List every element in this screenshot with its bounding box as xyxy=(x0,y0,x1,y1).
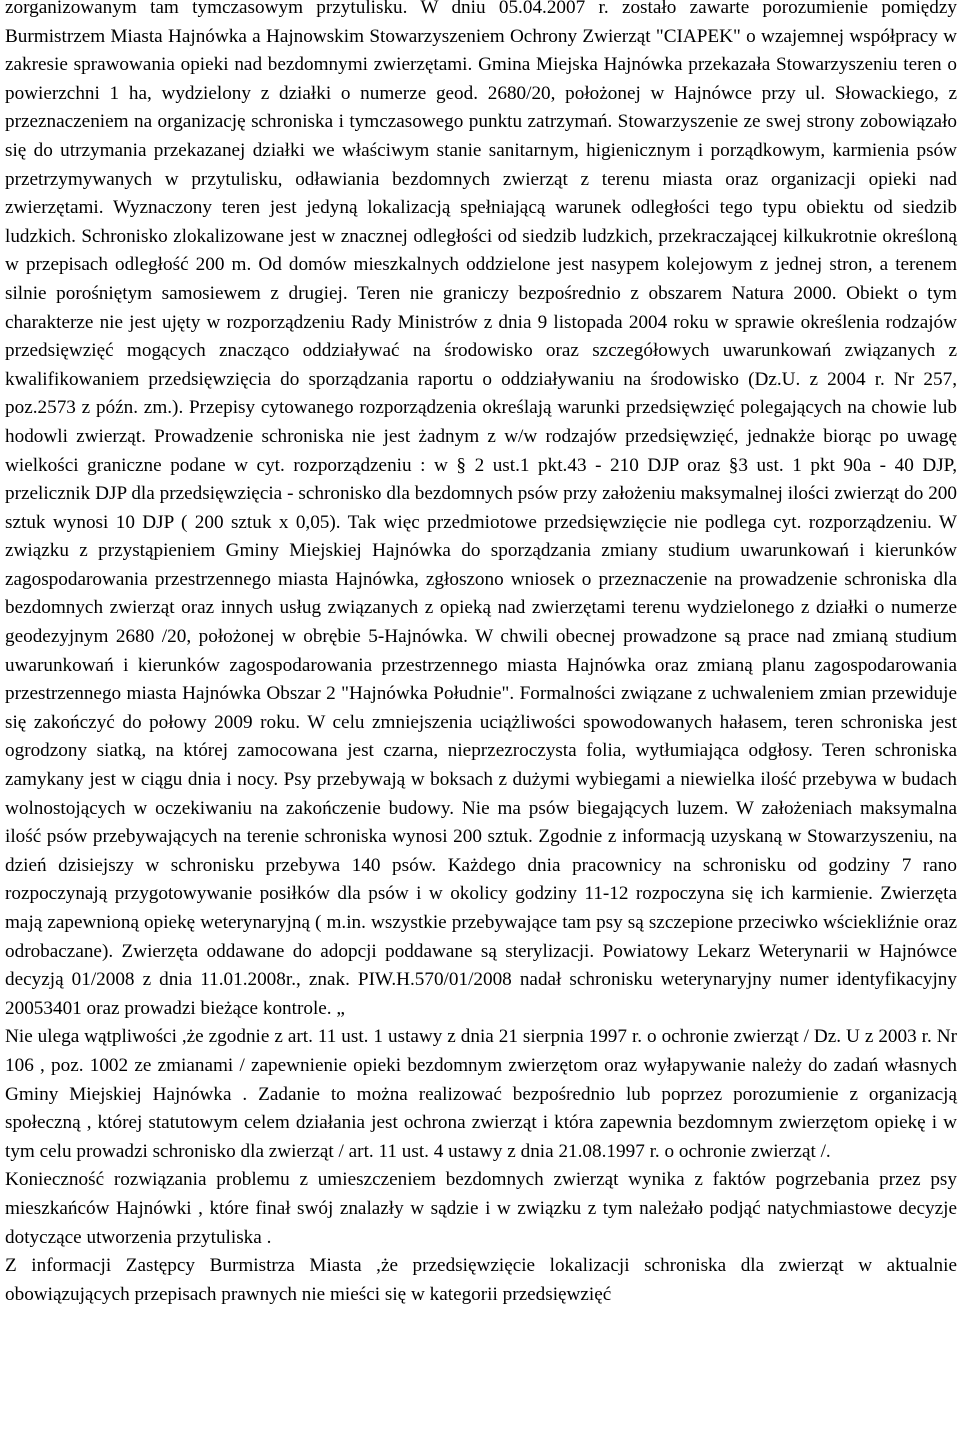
paragraph-deputy-mayor-info: Z informacji Zastępcy Burmistrza Miasta ,że przedsięwzięcie lokalizacji schroniska dla zwierząt w aktualnie obowiązujących przepisach prawnych nie mieści się w kategorii przedsięwzięć xyxy=(5,1255,957,1305)
paragraph-problem-necessity: Konieczność rozwiązania problemu z umieszczeniem bezdomnych zwierząt wynika z faktów pogrzebania przez psy mieszkańców Hajnówki , które finał swój znalazły w sądzie i w związku z tym należało podjąć natychmiastowe decyzje dotyczące utworzenia przytuliska . xyxy=(5,1169,957,1248)
paragraph-legal-obligation: Nie ulega wątpliwości ,że zgodnie z art. 11 ust. 1 ustawy z dnia 21 sierpnia 1997 r. o ochronie zwierząt / Dz. U z 2003 r. Nr 106 , poz. 1002 ze zmianami / zapewnienie opieki bezdomnym zwierzętom oraz wyłapywanie należy do zadań własnych Gminy Miejskiej Hajnówka . Zadanie to można realizować bezpośrednio lub poprzez porozumienie z organizacją społeczną , której statutowym celem działania jest ochrona zwierząt i która zapewnia bezdomnym zwierzętom opiekę i w tym celu prowadzi schronisko dla zwierząt / art. 11 ust. 4 ustawy z dnia 21.08.1997 r. o ochronie zwierząt /. xyxy=(5,1026,957,1162)
paragraph-shelter-agreement: zorganizowanym tam tymczasowym przytulisku. W dniu 05.04.2007 r. zostało zawarte porozumienie pomiędzy Burmistrzem Miasta Hajnówka a Hajnowskim Stowarzyszeniem Ochrony Zwierząt "CIAPEK" o wzajemnej współpracy w zakresie sprawowania opieki nad bezdomnymi zwierzętami. Gmina Miejska Hajnówka przekazała Stowarzyszeniu teren o powierzchni 1 ha, wydzielony z działki o numerze geod. 2680/20, położonej w Hajnówce przy ul. Słowackiego, z przeznaczeniem na organizację schroniska i tymczasowego punktu zatrzymań. Stowarzyszenie ze swej strony zobowiązało się do utrzymania przekazanej działki we właściwym stanie sanitarnym, higienicznym i porządkowym, karmienia psów przetrzymywanych w przytulisku, odławiania bezdomnych zwierząt z terenu miasta oraz organizacji opieki nad zwierzętami. Wyznaczony teren jest jedyną lokalizacją spełniającą warunek odległości tego typu obiektu od siedzib ludzkich. Schronisko zlokalizowane jest w znacznej odległości od siedzib ludzkich, przekraczającej kilkukrotnie określoną w przepisach odległość 200 m. Od domów mieszkalnych oddzielone jest nasypem kolejowym z jednej stron, a terenem silnie porośniętym samosiewem z drugiej. Teren nie graniczy bezpośrednio z obszarem Natura 2000. Obiekt o tym charakterze nie jest ujęty w rozporządzeniu Rady Ministrów z dnia 9 listopada 2004 roku w sprawie określenia rodzajów przedsięwzięć mogących znacząco oddziaływać na środowisko oraz szczegółowych uwarunkowań związanych z kwalifikowaniem przedsięwzięcia do sporządzania raportu o oddziaływaniu na środowisko (Dz.U. z 2004 r. Nr 257, poz.2573 z późn. zm.). Przepisy cytowanego rozporządzenia określają warunki przedsięwzięć polegających na chowie lub hodowli zwierząt. Prowadzenie schroniska nie jest żadnym z w/w rodzajów przedsięwzięć, jednakże biorąc po uwagę wielkości graniczne podane w cyt. rozporządzeniu : w § 2 ust.1 pkt.43 - 210 DJP oraz §3 ust. 1 pkt 90a - 40 DJP, przelicznik DJP dla przedsięwzięcia - schronisko dla bezdomnych psów przy założeniu maksymalnej ilości zwierząt do 200 sztuk wynosi 10 DJP ( 200 sztuk x 0,05). Tak więc przedmiotowe przedsięwzięcie nie podlega cyt. rozporządzeniu. W związku z przystąpieniem Gminy Miejskiej Hajnówka do sporządzania zmiany studium uwarunkowań i kierunków zagospodarowania przestrzennego miasta Hajnówka, zgłoszono wniosek o przeznaczenie na prowadzenie schroniska dla bezdomnych zwierząt oraz innych usług związanych z opieką nad zwierzętami terenu wydzielonego z działki o numerze geodezyjnym 2680 /20, położonej w obrębie 5-Hajnówka. W chwili obecnej prowadzone są prace nad zmianą studium uwarunkowań i kierunków zagospodarowania przestrzennego miasta Hajnówka oraz zmianą planu zagospodarowania przestrzennego miasta Hajnówka Obszar 2 "Hajnówka Południe". Formalności związane z uchwaleniem zmian przewiduje się zakończyć do połowy 2009 roku. W celu zmniejszenia uciążliwości spowodowanych hałasem, teren schroniska jest ogrodzony siatką, na której zamocowana jest czarna, nieprzezroczysta folia, wytłumiająca odgłosy. Teren schroniska zamykany jest w ciągu dnia i nocy. Psy przebywają w boksach z dużymi wybiegami a niewielka ilość przebywa w budach wolnostojących w oczekiwaniu na zakończenie budowy. Nie ma psów biegających luzem. W założeniach maksymalna ilość psów przebywających na terenie schroniska wynosi 200 sztuk. Zgodnie z informacją uzyskaną w Stowarzyszeniu, na dzień dzisiejszy w schronisku przebywa 140 psów. Każdego dnia pracownicy na schronisku od godziny 7 rano rozpoczynają przygotowywanie posiłków dla psów i w okolicy godziny 11-12 rozpoczyna się ich karmienie. Zwierzęta mają zapewnioną opiekę weterynaryjną ( m.in. wszystkie przebywające tam psy są szczepione przeciwko wściekliźnie oraz odrobaczane). Zwierzęta oddawane do adopcji poddawane są sterylizacji. Powiatowy Lekarz Weterynarii w Hajnówce decyzją 01/2008 z dnia 11.01.2008r., znak. PIW.H.570/01/2008 nadał schronisku weterynaryjny numer identyfikacyjny 20053401 oraz prowadzi bieżące kontrole. „ xyxy=(5,0,957,1019)
document-page xyxy=(5,0,957,1309)
